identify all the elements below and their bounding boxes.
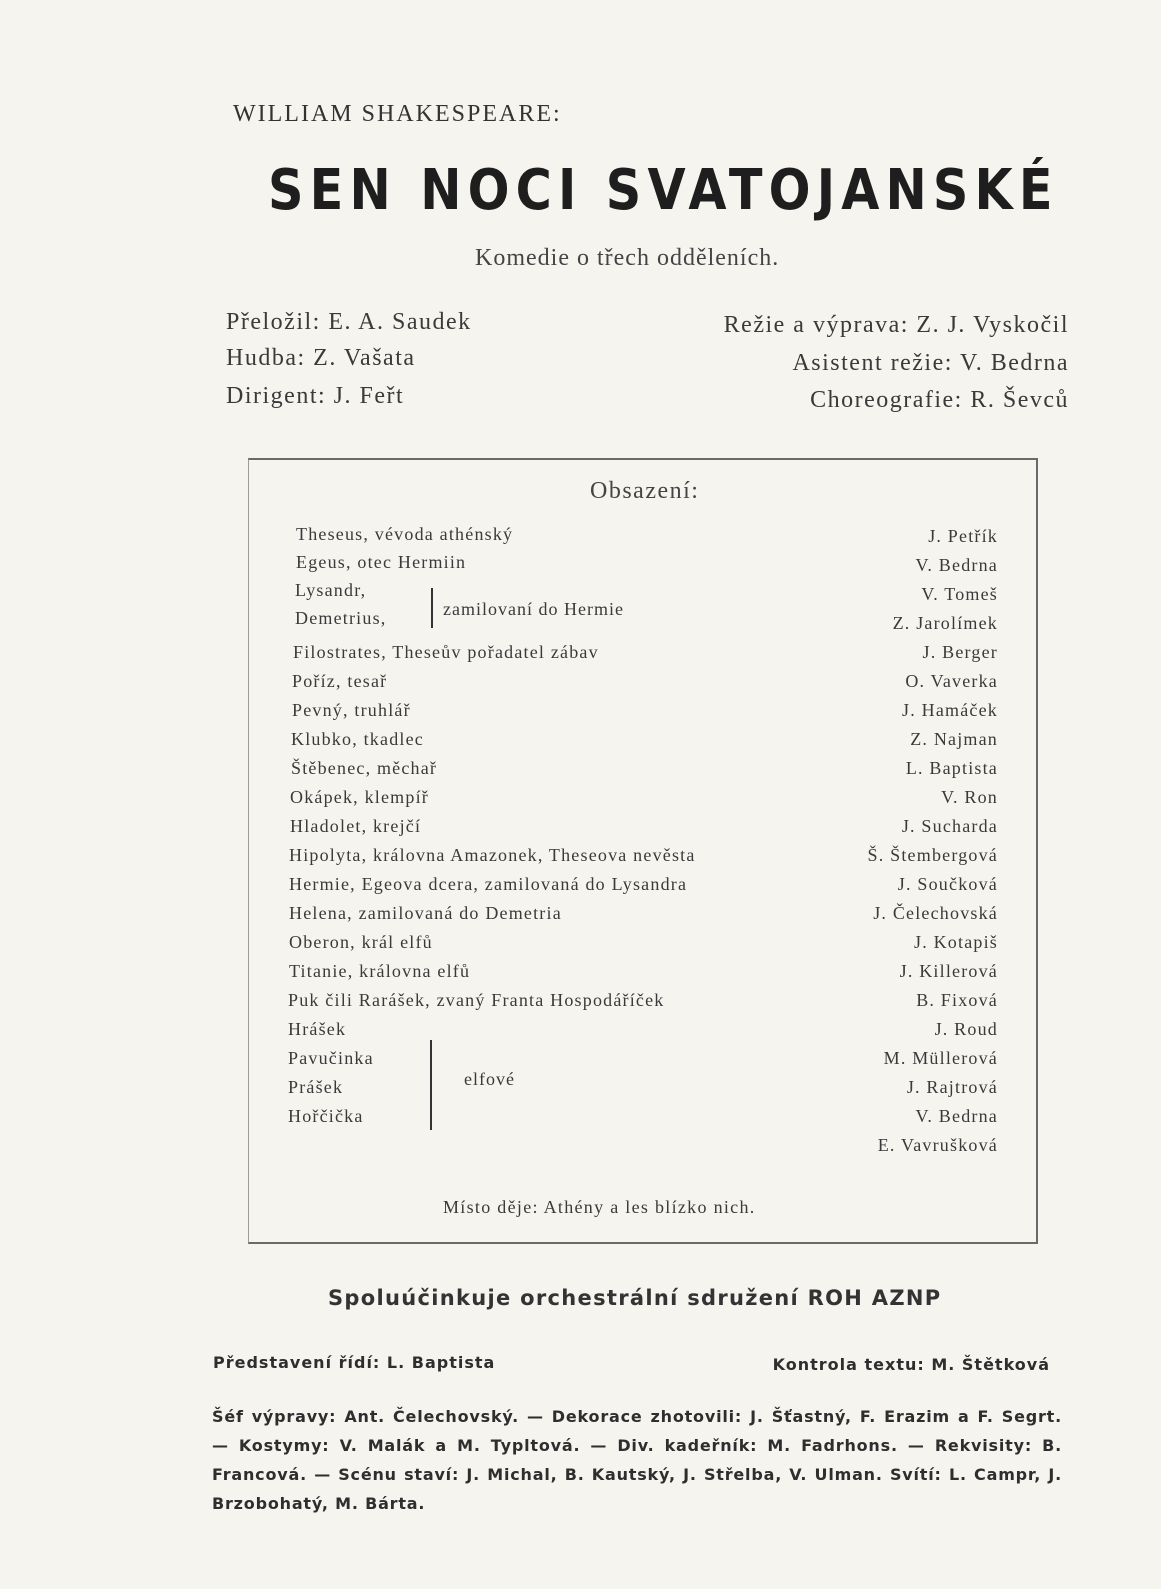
elves-note: elfové <box>464 1069 515 1089</box>
text-control: Kontrola textu: M. Štětková <box>772 1355 1050 1374</box>
actor-hamacek: J. Hamáček <box>902 700 998 720</box>
role-pevny: Pevný, truhlář <box>292 700 411 720</box>
role-filostrates: Filostrates, Theseův pořadatel zábav <box>293 642 599 662</box>
orchestra-line: Spoluúčinkuje orchestrální sdružení ROH AZNP <box>328 1286 942 1310</box>
cast-heading: Obsazení: <box>590 478 700 504</box>
role-egeus: Egeus, otec Hermiin <box>296 552 467 572</box>
credit-translator: Přeložil: E. A. Saudek <box>226 309 472 335</box>
actor-roud: J. Roud <box>934 1019 998 1039</box>
actor-sucharda: J. Sucharda <box>901 816 998 836</box>
role-hermie: Hermie, Egeova dcera, zamilovaná do Lysandra <box>289 874 688 894</box>
actor-bedrna-1: V. Bedrna <box>915 555 998 575</box>
actor-souckova: J. Součková <box>897 874 998 894</box>
role-demetrius: Demetrius, <box>295 608 387 628</box>
role-theseus: Theseus, vévoda athénský <box>296 524 514 544</box>
role-prasek: Prášek <box>288 1077 344 1097</box>
credit-director: Režie a výprava: Z. J. Vyskočil <box>723 312 1069 338</box>
performance-director: Představení řídí: L. Baptista <box>213 1353 496 1372</box>
author-line: WILLIAM SHAKESPEARE: <box>233 101 562 127</box>
actor-mullerova: M. Müllerová <box>883 1048 998 1068</box>
place-of-action: Místo děje: Athény a les blízko nich. <box>443 1197 756 1217</box>
actor-stembergova: Š. Štembergová <box>867 845 998 865</box>
actor-najman: Z. Najman <box>910 729 998 749</box>
actor-baptista: L. Baptista <box>905 758 998 778</box>
role-pavucinka: Pavučinka <box>288 1048 374 1068</box>
actor-ron: V. Ron <box>941 787 998 807</box>
crew-credits: Šéf výpravy: Ant. Čelechovský. — Dekorace zhotovili: J. Šťastný, F. Erazim a F. Segrt. — Kostymy: V. Malák a M. Typltová. — Div. kadeřník: M. Fadrhons. — Rekvisity: B. Francová. — Scénu staví: J. Michal, B. Kautský, J. Střelba, V. Ulman. Svítí: L. Campr, J. Brzobohatý, M. Bárta. <box>212 1407 1062 1513</box>
role-poriz: Poříz, tesař <box>292 671 388 691</box>
credit-conductor: Dirigent: J. Feřt <box>226 383 405 409</box>
role-stebenec: Štěbenec, měchař <box>291 758 438 778</box>
lovers-brace <box>431 588 433 628</box>
actor-bedrna-2: V. Bedrna <box>915 1106 998 1126</box>
role-titanie: Titanie, královna elfů <box>289 961 471 981</box>
actor-petrik: J. Petřík <box>928 526 998 546</box>
role-puk: Puk čili Rarášek, zvaný Franta Hospodáříček <box>288 990 665 1010</box>
actor-jarolimek: Z. Jarolímek <box>892 613 998 633</box>
actor-celechovska: J. Čelechovská <box>873 903 998 923</box>
play-subtitle: Komedie o třech odděleních. <box>475 245 780 271</box>
role-klubko: Klubko, tkadlec <box>291 729 424 749</box>
play-title: SEN NOCI SVATOJANSKÉ <box>268 158 1059 223</box>
credit-assistant-director: Asistent režie: V. Bedrna <box>792 350 1069 376</box>
actor-tomes: V. Tomeš <box>921 584 998 604</box>
actor-kotapis: J. Kotapiš <box>914 932 998 952</box>
actor-rajtrova: J. Rajtrová <box>906 1077 998 1097</box>
role-horcicka: Hořčička <box>288 1106 364 1126</box>
elves-brace <box>430 1040 432 1130</box>
actor-vavruskova: E. Vavrušková <box>877 1135 998 1155</box>
credit-music: Hudba: Z. Vašata <box>226 345 416 371</box>
role-hladolet: Hladolet, krejčí <box>290 816 422 836</box>
actor-killerova: J. Killerová <box>899 961 998 981</box>
role-helena: Helena, zamilovaná do Demetria <box>289 903 562 923</box>
actor-vaverka: O. Vaverka <box>905 671 998 691</box>
role-oberon: Oberon, král elfů <box>289 932 433 952</box>
credit-choreography: Choreografie: R. Ševců <box>810 387 1069 413</box>
role-lysandr: Lysandr, <box>295 580 367 600</box>
actor-berger: J. Berger <box>922 642 998 662</box>
role-hrasek: Hrášek <box>288 1019 347 1039</box>
actor-fixova: B. Fixová <box>916 990 998 1010</box>
role-okapek: Okápek, klempíř <box>290 787 429 807</box>
lovers-note: zamilovaní do Hermie <box>443 599 624 619</box>
role-hipolyta: Hipolyta, královna Amazonek, Theseova nevěsta <box>289 845 696 865</box>
